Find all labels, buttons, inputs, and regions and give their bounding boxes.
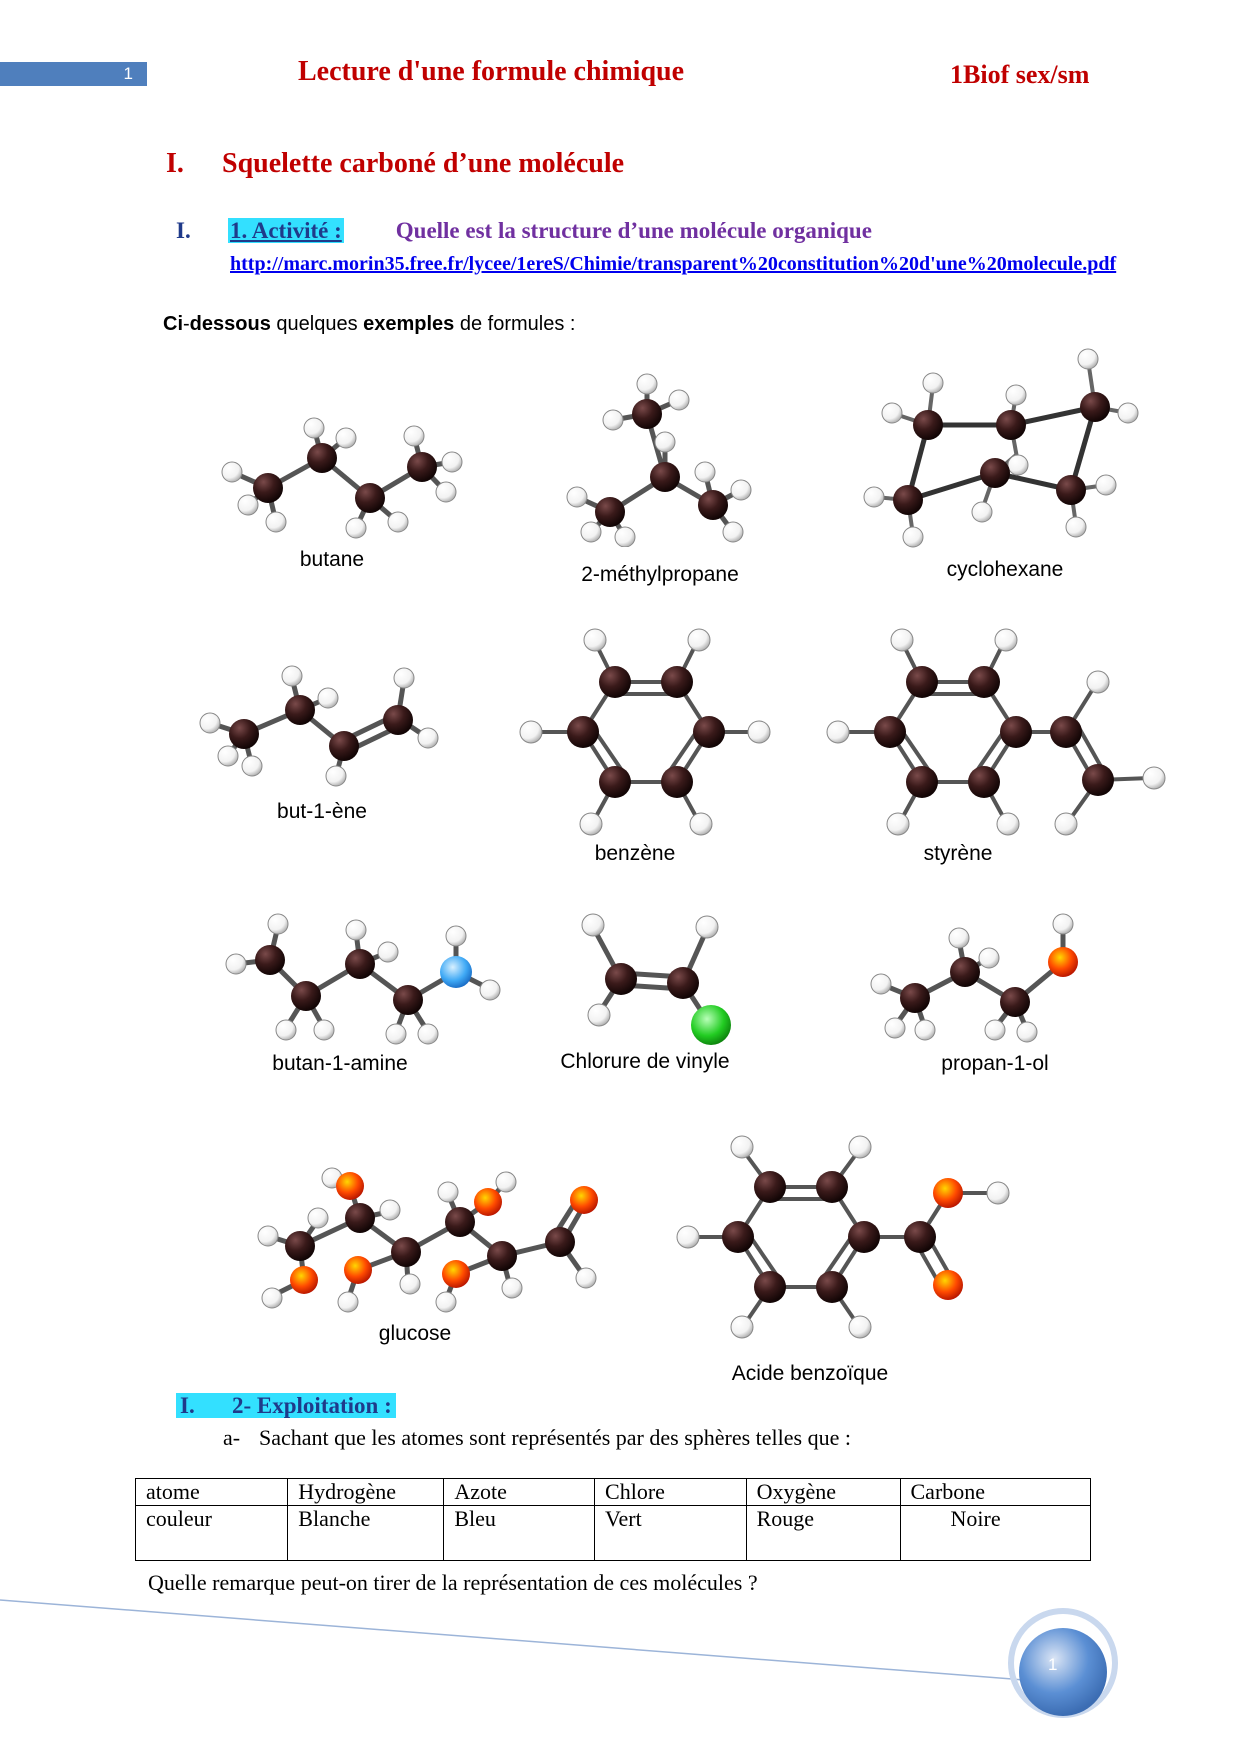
final-question: Quelle remarque peut-on tirer de la représentation de ces molécules ? [148, 1570, 758, 1595]
label-benzene: benzène [594, 842, 676, 865]
label-cyclohexane: cyclohexane [946, 558, 1064, 581]
label-methylpropane: 2-méthylpropane [581, 563, 739, 586]
table-row-atome [136, 1479, 1091, 1506]
glucose-model [238, 1160, 613, 1330]
table-cell: Vert [595, 1506, 747, 1561]
butane-model [210, 410, 470, 540]
label-butane: butane [299, 548, 365, 571]
table-cell: Hydrogène [288, 1479, 444, 1506]
document-title: Lecture d'une formule chimique [298, 56, 685, 87]
label-glucose: glucose [378, 1322, 452, 1345]
label-propanol: propan-1-ol [941, 1052, 1049, 1075]
propanol-model [855, 900, 1090, 1050]
butene-model [188, 658, 453, 788]
table-cell: Chlore [595, 1479, 747, 1506]
table-row-couleur [136, 1506, 1091, 1561]
table-cell: Azote [444, 1479, 595, 1506]
label-vinyl-chloride: Chlorure de vinyle [560, 1050, 730, 1073]
exploitation-number: I. 2- Exploitation : [176, 1393, 396, 1418]
table-cell: atome [136, 1479, 288, 1506]
vinyl-chloride-model [565, 905, 750, 1050]
activity-heading: I. 1. Activité : Quelle est la structure d’une molécule organique [176, 218, 872, 243]
page-number-tab [0, 62, 147, 86]
label-butanamine: butan-1-amine [272, 1052, 408, 1075]
styrene-model [812, 622, 1182, 842]
intro-text: Ci-dessous quelques exemples de formules : [163, 313, 576, 335]
activity-question: Quelle est la structure d’une molécule organique [395, 218, 872, 243]
header-page-number: 1 [123, 64, 133, 83]
methylpropane-model [555, 372, 765, 547]
exploitation-heading [176, 1393, 396, 1419]
footer-page-number: 1 [1048, 1655, 1058, 1674]
table-cell: Bleu [444, 1506, 595, 1561]
exploitation-item-a: a- Sachant que les atomes sont représentés par des sphères telles que : [223, 1425, 851, 1450]
table-cell: couleur [136, 1506, 288, 1561]
label-butene: but-1-ène [277, 800, 367, 823]
label-benzoic-acid: Acide benzoïque [731, 1362, 889, 1385]
section-heading: I. Squelette carboné d’une molécule [166, 148, 625, 179]
activity-label: 1. Activité : [230, 218, 342, 243]
table-cell: Noire [900, 1506, 1091, 1561]
benzoic-acid-model [658, 1125, 1033, 1350]
table-cell: Rouge [746, 1506, 900, 1561]
label-styrene: styrène [923, 842, 993, 865]
table-cell: Blanche [288, 1506, 444, 1561]
butanamine-model [220, 910, 510, 1050]
table-cell: Carbone [900, 1479, 1091, 1506]
benzene-model [505, 622, 780, 842]
table-cell: Oxygène [746, 1479, 900, 1506]
atom-color-table [135, 1478, 1091, 1561]
cyclohexane-model [858, 345, 1148, 555]
reference-link[interactable]: http://marc.morin35.free.fr/lycee/1ereS/Chimie/transparent%20constitution%20d'une%20molecule.pdf [230, 253, 1117, 275]
class-label: 1Biof sex/sm [950, 60, 1090, 89]
